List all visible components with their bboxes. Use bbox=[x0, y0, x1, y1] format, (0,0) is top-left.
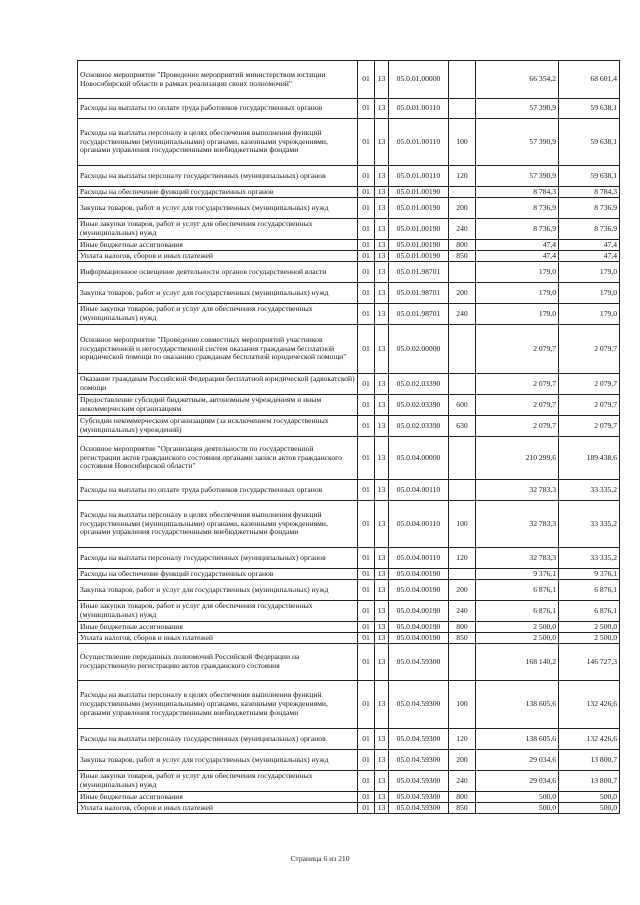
row-expense-type bbox=[449, 325, 476, 374]
row-name: Иные бюджетные ассигнования bbox=[78, 240, 358, 251]
table-row bbox=[78, 771, 620, 792]
row-section: 01 bbox=[358, 198, 375, 219]
row-amount-year1: 32 783,3 bbox=[476, 480, 559, 501]
row-section: 01 bbox=[358, 501, 375, 548]
row-name: Расходы на выплаты персоналу государственных (муниципальных) органов bbox=[78, 729, 358, 750]
row-target-article: 05.0.01.98701 bbox=[389, 283, 449, 304]
row-section: 01 bbox=[358, 61, 375, 99]
row-section: 01 bbox=[358, 437, 375, 480]
table-row bbox=[78, 325, 620, 374]
row-expense-type: 630 bbox=[449, 416, 476, 437]
row-target-article: 05.0.01.98701 bbox=[389, 304, 449, 325]
row-target-article: 05.0.01.00190 bbox=[389, 251, 449, 262]
row-section: 01 bbox=[358, 283, 375, 304]
row-section: 01 bbox=[358, 633, 375, 644]
row-target-article: 05.0.02.03390 bbox=[389, 416, 449, 437]
row-amount-year1: 2 079,7 bbox=[476, 395, 559, 416]
table-row bbox=[78, 395, 620, 416]
row-section: 01 bbox=[358, 187, 375, 198]
row-section: 01 bbox=[358, 416, 375, 437]
row-amount-year1: 47,4 bbox=[476, 240, 559, 251]
row-name: Иные закупки товаров, работ и услуг для обеспечения государственных (муниципальных) нужд bbox=[78, 771, 358, 792]
row-amount-year1: 29 034,6 bbox=[476, 771, 559, 792]
row-amount-year1: 179,0 bbox=[476, 304, 559, 325]
row-amount-year1: 179,0 bbox=[476, 262, 559, 283]
row-target-article: 05.0.01.00110 bbox=[389, 99, 449, 119]
row-amount-year1: 2 500,0 bbox=[476, 633, 559, 644]
row-section: 01 bbox=[358, 304, 375, 325]
row-target-article: 05.0.01.00190 bbox=[389, 187, 449, 198]
row-target-article: 05.0.04.59300 bbox=[389, 729, 449, 750]
row-subsection: 13 bbox=[375, 569, 389, 580]
row-expense-type: 800 bbox=[449, 622, 476, 633]
row-amount-year1: 32 783,3 bbox=[476, 501, 559, 548]
row-expense-type: 100 bbox=[449, 501, 476, 548]
row-subsection: 13 bbox=[375, 580, 389, 601]
table-row bbox=[78, 644, 620, 681]
row-target-article: 05.0.01.00190 bbox=[389, 219, 449, 240]
row-amount-year2: 33 335,2 bbox=[559, 501, 620, 548]
row-subsection: 13 bbox=[375, 792, 389, 803]
row-subsection: 13 bbox=[375, 729, 389, 750]
row-subsection: 13 bbox=[375, 251, 389, 262]
row-expense-type: 600 bbox=[449, 395, 476, 416]
row-section: 01 bbox=[358, 240, 375, 251]
row-target-article: 05.0.04.59300 bbox=[389, 750, 449, 771]
table-row bbox=[78, 548, 620, 569]
row-section: 01 bbox=[358, 251, 375, 262]
row-expense-type: 200 bbox=[449, 198, 476, 219]
row-amount-year2: 2 079,7 bbox=[559, 325, 620, 374]
row-expense-type bbox=[449, 187, 476, 198]
table-row bbox=[78, 480, 620, 501]
row-subsection: 13 bbox=[375, 240, 389, 251]
row-subsection: 13 bbox=[375, 480, 389, 501]
row-section: 01 bbox=[358, 395, 375, 416]
table-row bbox=[78, 601, 620, 622]
row-amount-year2: 59 638,1 bbox=[559, 99, 620, 119]
row-amount-year2: 2 500,0 bbox=[559, 622, 620, 633]
row-subsection: 13 bbox=[375, 633, 389, 644]
row-subsection: 13 bbox=[375, 304, 389, 325]
row-section: 01 bbox=[358, 750, 375, 771]
row-amount-year1: 32 783,3 bbox=[476, 548, 559, 569]
row-amount-year1: 9 376,1 bbox=[476, 569, 559, 580]
row-amount-year2: 2 500,0 bbox=[559, 633, 620, 644]
row-amount-year1: 6 876,1 bbox=[476, 580, 559, 601]
row-expense-type: 240 bbox=[449, 219, 476, 240]
row-amount-year1: 66 354,2 bbox=[476, 61, 559, 99]
row-section: 01 bbox=[358, 480, 375, 501]
row-section: 01 bbox=[358, 729, 375, 750]
row-amount-year2: 13 800,7 bbox=[559, 750, 620, 771]
row-subsection: 13 bbox=[375, 374, 389, 395]
row-section: 01 bbox=[358, 644, 375, 681]
row-target-article: 05.0.04.00190 bbox=[389, 622, 449, 633]
row-name: Основное мероприятие "Проведение мероприятий министерством юстиции Новосибирской области в рамках реализации своих полномочий" bbox=[78, 61, 358, 99]
row-name: Расходы на обеспечение функций государственных органов bbox=[78, 569, 358, 580]
row-amount-year1: 138 605,6 bbox=[476, 681, 559, 729]
table-row bbox=[78, 580, 620, 601]
row-expense-type bbox=[449, 99, 476, 119]
row-target-article: 05.0.04.59300 bbox=[389, 644, 449, 681]
row-amount-year2: 179,0 bbox=[559, 304, 620, 325]
row-section: 01 bbox=[358, 119, 375, 166]
row-section: 01 bbox=[358, 792, 375, 803]
budget-table bbox=[77, 60, 620, 814]
table-row bbox=[78, 622, 620, 633]
row-name: Расходы на выплаты по оплате труда работников государственных органов bbox=[78, 480, 358, 501]
row-amount-year2: 9 376,1 bbox=[559, 569, 620, 580]
row-amount-year1: 57 390,9 bbox=[476, 99, 559, 119]
row-expense-type: 120 bbox=[449, 548, 476, 569]
table-row bbox=[78, 219, 620, 240]
table-row bbox=[78, 681, 620, 729]
row-expense-type: 120 bbox=[449, 729, 476, 750]
row-target-article: 05.0.02.03390 bbox=[389, 395, 449, 416]
row-name: Уплата налогов, сборов и иных платежей bbox=[78, 633, 358, 644]
row-expense-type: 240 bbox=[449, 601, 476, 622]
row-name: Закупка товаров, работ и услуг для государственных (муниципальных) нужд bbox=[78, 283, 358, 304]
row-amount-year2: 33 335,2 bbox=[559, 480, 620, 501]
row-amount-year2: 2 079,7 bbox=[559, 374, 620, 395]
row-subsection: 13 bbox=[375, 166, 389, 187]
row-subsection: 13 bbox=[375, 803, 389, 814]
row-amount-year1: 2 079,7 bbox=[476, 374, 559, 395]
row-expense-type: 200 bbox=[449, 750, 476, 771]
row-amount-year2: 8 736,9 bbox=[559, 219, 620, 240]
row-amount-year2: 189 438,6 bbox=[559, 437, 620, 480]
table-row bbox=[78, 99, 620, 119]
row-amount-year1: 500,0 bbox=[476, 803, 559, 814]
row-subsection: 13 bbox=[375, 437, 389, 480]
row-amount-year2: 68 601,4 bbox=[559, 61, 620, 99]
row-target-article: 05.0.01.00190 bbox=[389, 240, 449, 251]
row-amount-year1: 2 079,7 bbox=[476, 325, 559, 374]
row-subsection: 13 bbox=[375, 283, 389, 304]
table-row bbox=[78, 251, 620, 262]
row-amount-year2: 13 800,7 bbox=[559, 771, 620, 792]
row-expense-type bbox=[449, 61, 476, 99]
table-row bbox=[78, 416, 620, 437]
row-expense-type: 800 bbox=[449, 792, 476, 803]
table-row bbox=[78, 198, 620, 219]
row-amount-year2: 132 426,6 bbox=[559, 681, 620, 729]
table-row bbox=[78, 240, 620, 251]
page-number-label: Страница 6 из 210 bbox=[290, 854, 350, 863]
row-amount-year2: 500,0 bbox=[559, 803, 620, 814]
row-name: Расходы на выплаты персоналу государственных (муниципальных) органов bbox=[78, 166, 358, 187]
page-footer bbox=[0, 854, 640, 863]
row-expense-type: 850 bbox=[449, 633, 476, 644]
row-section: 01 bbox=[358, 548, 375, 569]
row-subsection: 13 bbox=[375, 548, 389, 569]
row-expense-type bbox=[449, 437, 476, 480]
row-subsection: 13 bbox=[375, 61, 389, 99]
row-name: Расходы на выплаты персоналу в целях обеспечения выполнения функций государственными (муниципальными) органами, казенными учреждениями, органами управления государственными внебюджетными фондами bbox=[78, 119, 358, 166]
row-name: Уплата налогов, сборов и иных платежей bbox=[78, 803, 358, 814]
row-section: 01 bbox=[358, 681, 375, 729]
row-section: 01 bbox=[358, 374, 375, 395]
row-amount-year1: 57 390,9 bbox=[476, 166, 559, 187]
row-name: Закупка товаров, работ и услуг для государственных (муниципальных) нужд bbox=[78, 198, 358, 219]
row-target-article: 05.0.04.00110 bbox=[389, 501, 449, 548]
row-expense-type: 850 bbox=[449, 803, 476, 814]
row-amount-year2: 179,0 bbox=[559, 283, 620, 304]
row-subsection: 13 bbox=[375, 681, 389, 729]
row-amount-year2: 8 736,9 bbox=[559, 198, 620, 219]
row-amount-year1: 8 784,3 bbox=[476, 187, 559, 198]
row-subsection: 13 bbox=[375, 622, 389, 633]
row-name: Закупка товаров, работ и услуг для государственных (муниципальных) нужд bbox=[78, 580, 358, 601]
row-amount-year1: 2 500,0 bbox=[476, 622, 559, 633]
row-name: Расходы на выплаты персоналу государственных (муниципальных) органов bbox=[78, 548, 358, 569]
row-subsection: 13 bbox=[375, 644, 389, 681]
row-target-article: 05.0.04.00000 bbox=[389, 437, 449, 480]
table-row bbox=[78, 437, 620, 480]
table-row bbox=[78, 187, 620, 198]
row-name: Предоставление субсидий бюджетным, автономным учреждениям и иным некоммерческим организациям bbox=[78, 395, 358, 416]
row-name: Субсидии некоммерческим организациям (за исключением государственных (муниципальных) учреждений) bbox=[78, 416, 358, 437]
table-row bbox=[78, 283, 620, 304]
table-row bbox=[78, 501, 620, 548]
row-target-article: 05.0.04.00190 bbox=[389, 580, 449, 601]
row-name: Основное мероприятие "Проведение совместных мероприятий участников государственной и негосударственной систем оказания гражданам бесплатной юридической помощи по оказанию гражданам бесплатной юридической помощи" bbox=[78, 325, 358, 374]
row-name: Закупка товаров, работ и услуг для государственных (муниципальных) нужд bbox=[78, 750, 358, 771]
row-amount-year2: 59 638,1 bbox=[559, 166, 620, 187]
table-row bbox=[78, 304, 620, 325]
row-target-article: 05.0.04.00190 bbox=[389, 601, 449, 622]
row-amount-year2: 8 784,3 bbox=[559, 187, 620, 198]
row-target-article: 05.0.04.00190 bbox=[389, 633, 449, 644]
row-section: 01 bbox=[358, 166, 375, 187]
table-row bbox=[78, 750, 620, 771]
row-subsection: 13 bbox=[375, 395, 389, 416]
row-name: Расходы на выплаты персоналу в целях обеспечения выполнения функций государственными (муниципальными) органами, казенными учреждениями, органами управления государственными внебюджетными фондами bbox=[78, 681, 358, 729]
row-section: 01 bbox=[358, 771, 375, 792]
row-expense-type: 200 bbox=[449, 580, 476, 601]
row-subsection: 13 bbox=[375, 187, 389, 198]
row-subsection: 13 bbox=[375, 750, 389, 771]
row-expense-type: 120 bbox=[449, 166, 476, 187]
row-expense-type: 240 bbox=[449, 771, 476, 792]
row-amount-year2: 146 727,3 bbox=[559, 644, 620, 681]
table-row bbox=[78, 61, 620, 99]
row-name: Информационное освещение деятельности органов государственной власти bbox=[78, 262, 358, 283]
row-amount-year1: 500,0 bbox=[476, 792, 559, 803]
row-expense-type bbox=[449, 569, 476, 580]
row-section: 01 bbox=[358, 325, 375, 374]
row-target-article: 05.0.04.00110 bbox=[389, 480, 449, 501]
row-amount-year2: 47,4 bbox=[559, 251, 620, 262]
table-row bbox=[78, 633, 620, 644]
row-amount-year2: 179,0 bbox=[559, 262, 620, 283]
row-expense-type: 100 bbox=[449, 681, 476, 729]
row-amount-year1: 138 605,6 bbox=[476, 729, 559, 750]
table-row bbox=[78, 729, 620, 750]
row-target-article: 05.0.04.00110 bbox=[389, 548, 449, 569]
row-amount-year1: 6 876,1 bbox=[476, 601, 559, 622]
row-target-article: 05.0.04.59300 bbox=[389, 792, 449, 803]
row-target-article: 05.0.04.59300 bbox=[389, 771, 449, 792]
row-amount-year2: 59 638,1 bbox=[559, 119, 620, 166]
row-amount-year2: 47,4 bbox=[559, 240, 620, 251]
table-row bbox=[78, 119, 620, 166]
row-target-article: 05.0.04.59300 bbox=[389, 803, 449, 814]
row-section: 01 bbox=[358, 622, 375, 633]
row-amount-year1: 57 390,9 bbox=[476, 119, 559, 166]
row-subsection: 13 bbox=[375, 416, 389, 437]
row-amount-year1: 8 736,9 bbox=[476, 198, 559, 219]
budget-table-body bbox=[78, 61, 620, 814]
row-target-article: 05.0.01.00190 bbox=[389, 198, 449, 219]
row-target-article: 05.0.04.59300 bbox=[389, 681, 449, 729]
row-name: Оказание гражданам Российской Федерации бесплатной юридической (адвокатской) помощи bbox=[78, 374, 358, 395]
table-row bbox=[78, 792, 620, 803]
row-name: Расходы на выплаты по оплате труда работников государственных органов bbox=[78, 99, 358, 119]
row-amount-year1: 168 140,2 bbox=[476, 644, 559, 681]
row-target-article: 05.0.04.00190 bbox=[389, 569, 449, 580]
row-subsection: 13 bbox=[375, 262, 389, 283]
table-row bbox=[78, 262, 620, 283]
row-expense-type bbox=[449, 480, 476, 501]
row-amount-year2: 132 426,6 bbox=[559, 729, 620, 750]
row-name: Осуществление переданных полномочий Российской Федерации на государственную регистрацию актов гражданского состояния bbox=[78, 644, 358, 681]
row-expense-type bbox=[449, 374, 476, 395]
row-subsection: 13 bbox=[375, 99, 389, 119]
row-name: Иные закупки товаров, работ и услуг для обеспечения государственных (муниципальных) нужд bbox=[78, 219, 358, 240]
row-target-article: 05.0.01.00110 bbox=[389, 166, 449, 187]
row-section: 01 bbox=[358, 601, 375, 622]
table-row bbox=[78, 803, 620, 814]
row-name: Расходы на обеспечение функций государственных органов bbox=[78, 187, 358, 198]
row-target-article: 05.0.01.00110 bbox=[389, 119, 449, 166]
row-section: 01 bbox=[358, 803, 375, 814]
row-section: 01 bbox=[358, 99, 375, 119]
row-expense-type: 800 bbox=[449, 240, 476, 251]
row-name: Расходы на выплаты персоналу в целях обеспечения выполнения функций государственными (муниципальными) органами, казенными учреждениями, органами управления государственными внебюджетными фондами bbox=[78, 501, 358, 548]
table-row bbox=[78, 569, 620, 580]
row-amount-year1: 179,0 bbox=[476, 283, 559, 304]
row-amount-year2: 33 335,2 bbox=[559, 548, 620, 569]
table-row bbox=[78, 166, 620, 187]
row-expense-type: 200 bbox=[449, 283, 476, 304]
row-name: Иные бюджетные ассигнования bbox=[78, 622, 358, 633]
row-amount-year2: 2 079,7 bbox=[559, 416, 620, 437]
row-expense-type bbox=[449, 262, 476, 283]
row-subsection: 13 bbox=[375, 119, 389, 166]
table-row bbox=[78, 374, 620, 395]
row-amount-year1: 2 079,7 bbox=[476, 416, 559, 437]
row-subsection: 13 bbox=[375, 198, 389, 219]
row-amount-year1: 210 299,6 bbox=[476, 437, 559, 480]
row-subsection: 13 bbox=[375, 219, 389, 240]
row-name: Уплата налогов, сборов и иных платежей bbox=[78, 251, 358, 262]
row-amount-year2: 500,0 bbox=[559, 792, 620, 803]
row-target-article: 05.0.02.00000 bbox=[389, 325, 449, 374]
row-expense-type: 100 bbox=[449, 119, 476, 166]
row-amount-year2: 6 876,1 bbox=[559, 580, 620, 601]
row-amount-year1: 47,4 bbox=[476, 251, 559, 262]
row-amount-year1: 29 034,6 bbox=[476, 750, 559, 771]
row-name: Иные бюджетные ассигнования bbox=[78, 792, 358, 803]
row-expense-type: 240 bbox=[449, 304, 476, 325]
row-subsection: 13 bbox=[375, 771, 389, 792]
row-amount-year2: 2 079,7 bbox=[559, 395, 620, 416]
row-target-article: 05.0.01.00000 bbox=[389, 61, 449, 99]
row-target-article: 05.0.01.98701 bbox=[389, 262, 449, 283]
row-amount-year2: 6 876,1 bbox=[559, 601, 620, 622]
row-section: 01 bbox=[358, 262, 375, 283]
row-target-article: 05.0.02.03390 bbox=[389, 374, 449, 395]
row-subsection: 13 bbox=[375, 501, 389, 548]
row-section: 01 bbox=[358, 219, 375, 240]
row-name: Основное мероприятие "Организация деятельности по государственной регистрации актов гражданского состояния органами записи актов гражданского состояния Новосибирской области" bbox=[78, 437, 358, 480]
row-expense-type bbox=[449, 644, 476, 681]
row-expense-type: 850 bbox=[449, 251, 476, 262]
row-section: 01 bbox=[358, 580, 375, 601]
row-section: 01 bbox=[358, 569, 375, 580]
row-amount-year1: 8 736,9 bbox=[476, 219, 559, 240]
row-name: Иные закупки товаров, работ и услуг для обеспечения государственных (муниципальных) нужд bbox=[78, 601, 358, 622]
row-name: Иные закупки товаров, работ и услуг для обеспечения государственных (муниципальных) нужд bbox=[78, 304, 358, 325]
row-subsection: 13 bbox=[375, 325, 389, 374]
row-subsection: 13 bbox=[375, 601, 389, 622]
